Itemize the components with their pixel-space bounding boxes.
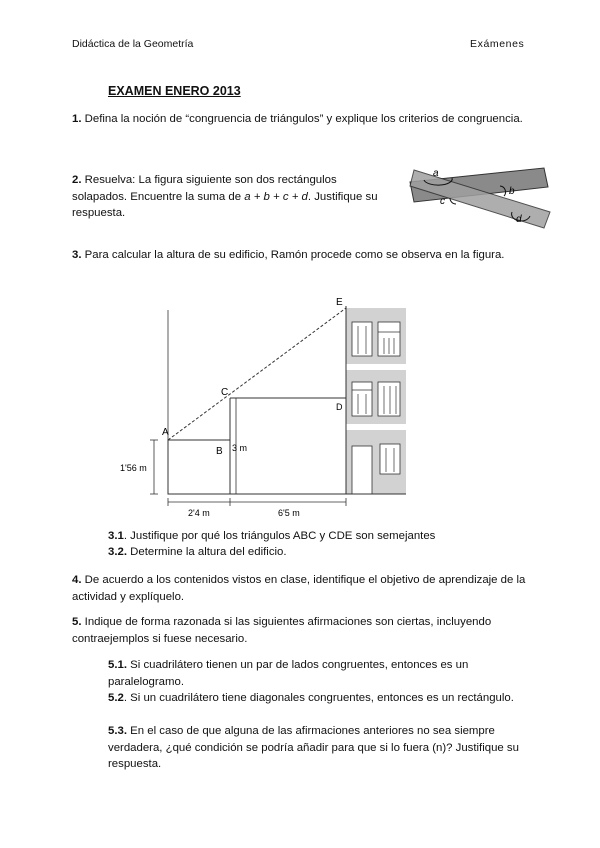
window xyxy=(352,322,372,356)
question-5-1-number: 5.1. xyxy=(108,659,127,671)
question-2 xyxy=(72,172,387,222)
question-3-2-text: Determine la altura del edificio. xyxy=(127,546,287,558)
question-3-1-number: 3.1 xyxy=(108,530,124,542)
question-4 xyxy=(72,572,534,605)
question-2-text-b: . Justifique su respuesta. xyxy=(72,190,378,219)
point-e-label: E xyxy=(336,297,343,308)
door xyxy=(352,446,372,494)
question-3-2 xyxy=(108,544,528,561)
question-4-text: De acuerdo a los contenidos vistos en clase, identifique el objetivo de aprendizaje de la actividad y explíquelo. xyxy=(72,574,526,603)
question-2-number: 2. xyxy=(72,174,82,186)
header-left: Didáctica de la Geometría xyxy=(72,38,194,50)
question-3 xyxy=(72,247,534,264)
question-5 xyxy=(72,614,534,647)
label-d: d xyxy=(516,214,522,225)
question-3-1-text: . Justifique por qué los triángulos ABC y CDE son semejantes xyxy=(123,530,436,542)
question-5-number: 5. xyxy=(72,616,82,628)
question-5-2-text: . Si un cuadrilátero tiene diagonales congruentes, entonces es un rectángulo. xyxy=(123,692,514,704)
measure-d-ab: 2'4 m xyxy=(188,508,210,518)
point-b-label: B xyxy=(216,446,223,457)
point-c-label: C xyxy=(221,387,229,398)
label-a: a xyxy=(433,168,439,179)
question-3-2-number: 3.2. xyxy=(108,546,127,558)
question-2-text-a: Resuelva: La figura siguiente son dos rectángulos solapados. Encuentre la suma de xyxy=(72,174,337,203)
building-height-figure xyxy=(120,294,410,520)
question-5-3-number: 5.3. xyxy=(108,725,127,737)
question-5-3 xyxy=(108,723,528,773)
label-b: b xyxy=(509,186,515,197)
window xyxy=(380,444,400,474)
question-1 xyxy=(72,111,534,128)
question-2-expression: a + b + c + d xyxy=(244,190,308,203)
question-3-number: 3. xyxy=(72,249,82,261)
question-1-text: Defina la noción de “congruencia de triángulos” y explique los criterios de congruencia. xyxy=(81,113,523,125)
question-5-1-text: Si cuadrilátero tienen un par de lados congruentes, entonces es un paralelogramo. xyxy=(108,659,469,688)
label-c: c xyxy=(440,196,445,207)
question-5-1 xyxy=(108,657,528,690)
header-right: Exámenes xyxy=(470,38,525,50)
question-1-number: 1. xyxy=(72,113,82,125)
overlapping-rectangles-figure xyxy=(402,160,554,236)
question-5-2-number: 5.2 xyxy=(108,692,124,704)
question-5-3-text: En el caso de que alguna de las afirmaciones anteriores no sea siempre verdadera, ¿qué condición se podría añadir para que si lo fuera (n)? Justifique su respuesta. xyxy=(108,725,519,770)
window xyxy=(352,382,372,416)
measure-d-bd: 6'5 m xyxy=(278,508,300,518)
exam-title: EXAMEN ENERO 2013 xyxy=(108,84,241,98)
measure-h-bc: 3 m xyxy=(232,443,248,453)
window xyxy=(378,382,400,416)
question-5-text: Indique de forma razonada si las siguientes afirmaciones son ciertas, incluyendo contraejemplos si fuese necesario. xyxy=(72,616,492,645)
question-5-2 xyxy=(108,690,528,707)
question-3-1 xyxy=(108,528,528,545)
question-4-number: 4. xyxy=(72,574,82,586)
point-a-label: A xyxy=(162,427,169,438)
measure-h-ab: 1'56 m xyxy=(120,463,147,473)
point-d-label: D xyxy=(336,402,343,412)
question-3-text: Para calcular la altura de su edificio, Ramón procede como se observa en la figura. xyxy=(81,249,505,261)
sight-line xyxy=(168,308,346,440)
